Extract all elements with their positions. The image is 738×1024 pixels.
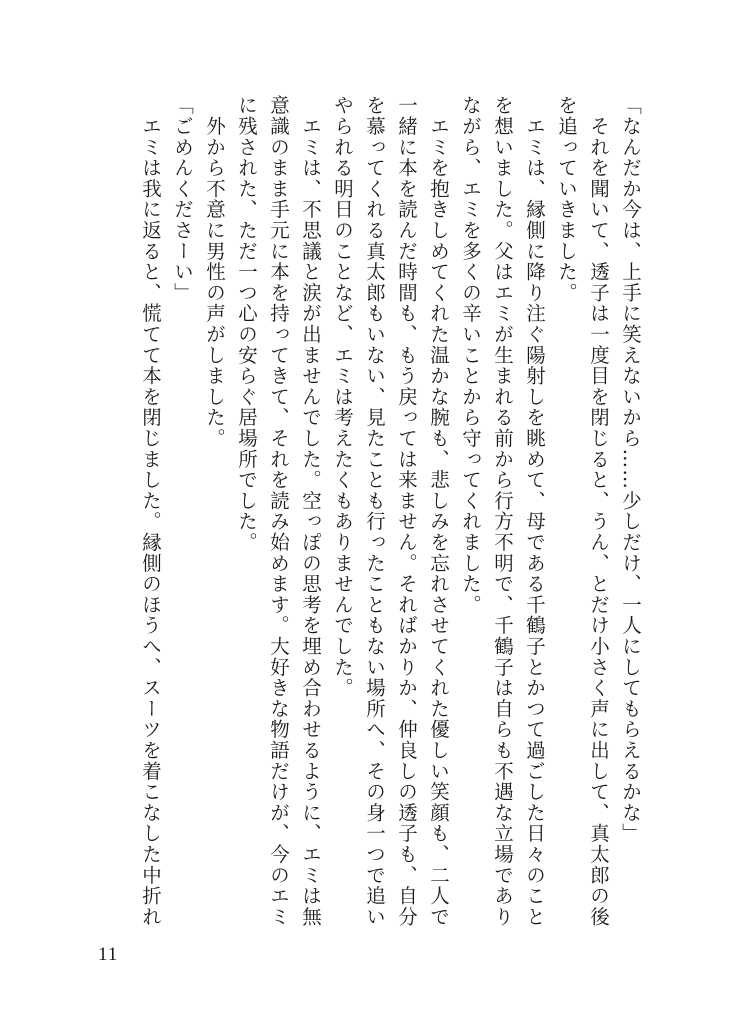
text-line: を想いました。父はエミが生まれる前から行方不明で、千鶴子は自らも不遇な立場であり xyxy=(491,95,514,927)
text-line: やられる明日のことなど、エミは考えたくもありませんでした。 xyxy=(331,95,354,699)
text-line: 一緒に本を読んだ時間も、もう戻っては来ません。そればかりか、仲良しの透子も、自分 xyxy=(395,95,418,927)
text-line: エミは、不思議と涙が出ませんでした。空っぽの思考を埋め合わせるように、エミは無 xyxy=(299,95,322,927)
text-line: それを聞いて、透子は一度目を閉じると、うん、とだけ小さく声に出して、真太郎の後 xyxy=(587,95,610,927)
text-line: を慕ってくれる真太郎もいない、見たことも行ったこともない場所へ、その身一つで追い xyxy=(363,95,386,927)
text-line: エミは我に返ると、慌てて本を閉じました。縁側のほうへ、スーツを着こなした中折れ xyxy=(139,95,162,927)
text-line: 「なんだか今は、上手に笑えないから……少しだけ、一人にしてもらえるかな」 xyxy=(619,95,642,844)
text-line: ながら、エミを多くの辛いことから守ってくれました。 xyxy=(459,95,482,615)
text-line: 外から不意に男性の声がしました。 xyxy=(203,95,226,449)
text-line: エミは、縁側に降り注ぐ陽射しを眺めて、母である千鶴子とかつて過ごした日々のこと xyxy=(523,95,546,927)
text-line: エミを抱きしめてくれた温かな腕も、悲しみを忘れさせてくれた優しい笑顔も、二人で xyxy=(427,95,450,927)
text-line: に残された、ただ一つ心の安らぐ居場所でした。 xyxy=(235,95,258,553)
vertical-text-body xyxy=(134,95,646,955)
text-line: 「ごめんくださーい」 xyxy=(171,95,194,303)
text-line: を追っていきました。 xyxy=(555,95,578,303)
page-number: 11 xyxy=(98,944,119,965)
text-line: 意識のまま手元に本を持ってきて、それを読み始めます。大好きな物語だけが、今のエミ xyxy=(267,95,290,927)
